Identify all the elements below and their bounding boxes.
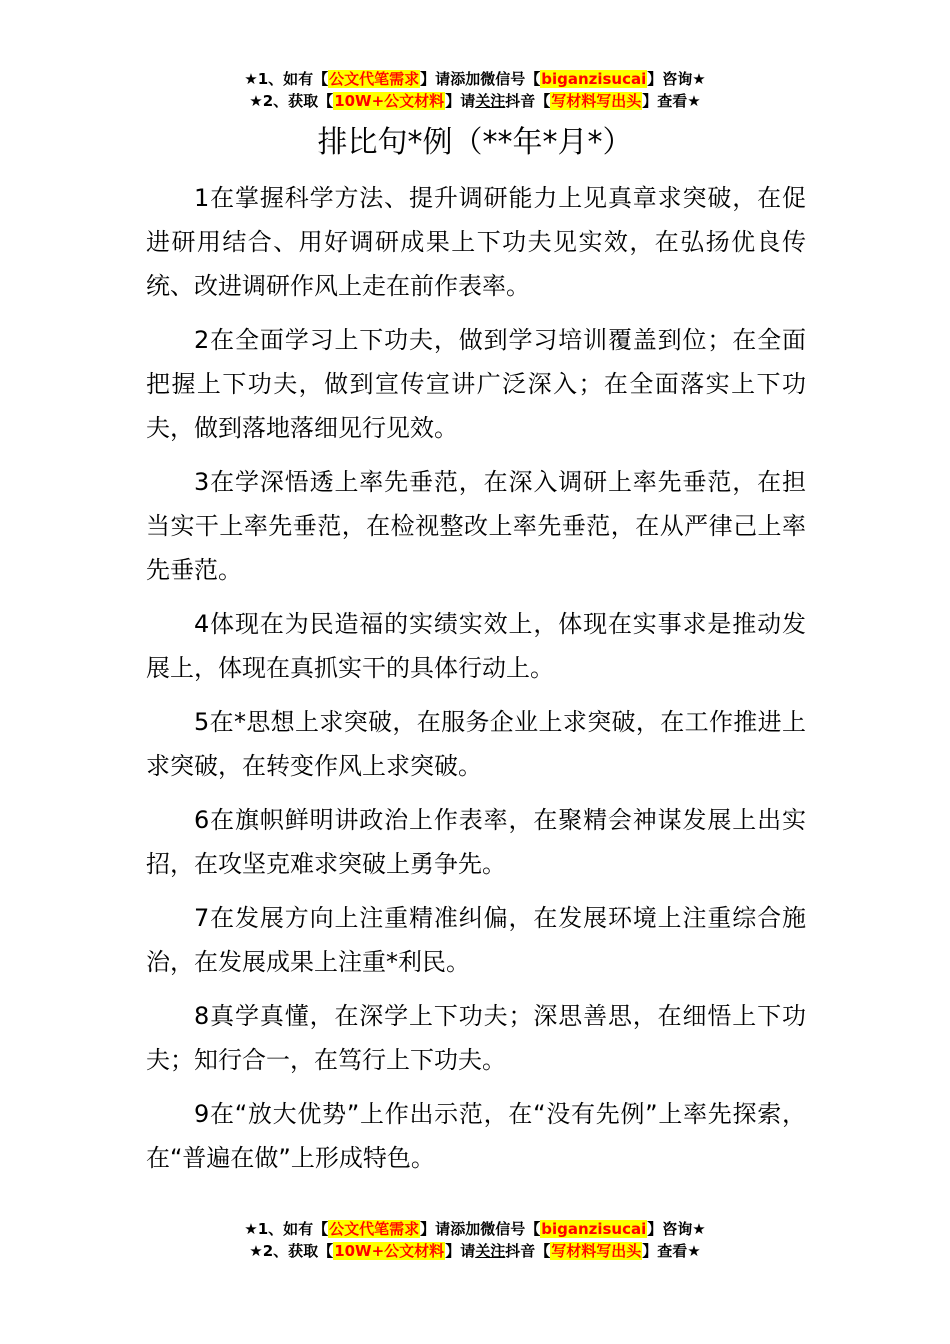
- banner-text: 】查看★: [642, 1242, 701, 1260]
- emphasis-text: 关注: [475, 92, 506, 110]
- emphasis-text: 关注: [475, 1242, 506, 1260]
- highlight-text: biganzisucai: [541, 70, 647, 88]
- banner-line-1: [0, 1218, 950, 1240]
- banner-text: ★2、获取【: [249, 92, 334, 110]
- banner-text: 】请: [420, 1220, 451, 1238]
- highlight-text: 10W+公文材料: [334, 92, 445, 110]
- banner-text: ★2、获取【: [249, 1242, 334, 1260]
- highlight-text: 公文代笔需求: [329, 70, 420, 88]
- banner-line-2: [0, 90, 950, 112]
- banner-text: ★1、如有【: [244, 1220, 329, 1238]
- banner-text: 】请: [420, 70, 451, 88]
- emphasis-text: 添加: [450, 70, 481, 88]
- highlight-text: 10W+公文材料: [334, 1242, 445, 1260]
- highlight-text: 写材料写出头: [551, 1242, 642, 1260]
- banner-line-1: [0, 68, 950, 90]
- paragraph-5: 5在*思想上求突破，在服务企业上求突破，在工作推进上求突破，在转变作风上求突破。: [146, 708, 806, 780]
- header-banner: [0, 68, 950, 112]
- banner-text: 微信号【: [480, 70, 541, 88]
- paragraph-9: 9在“放大优势”上作出示范，在“没有先例”上率先探索，在“普遍在做”上形成特色。: [146, 1100, 806, 1172]
- paragraph-6: 6在旗帜鲜明讲政治上作表率，在聚精会神谋发展上出实招，在攻坚克难求突破上勇争先。: [146, 806, 806, 878]
- emphasis-text: 添加: [450, 1220, 481, 1238]
- paragraph-3: 3在学深悟透上率先垂范，在深入调研上率先垂范，在担当实干上率先垂范，在检视整改上率先垂范，在从严律己上率先垂范。: [146, 468, 806, 584]
- banner-text: 】咨询★: [647, 1220, 706, 1238]
- paragraph-2: 2在全面学习上下功夫，做到学习培训覆盖到位；在全面把握上下功夫，做到宣传宣讲广泛深入；在全面落实上下功夫，做到落地落细见行见效。: [146, 326, 806, 442]
- paragraph-8: 8真学真懂，在深学上下功夫；深思善思，在细悟上下功夫；知行合一，在笃行上下功夫。: [146, 1002, 806, 1074]
- banner-text: 】查看★: [642, 92, 701, 110]
- banner-line-2: [0, 1240, 950, 1262]
- highlight-text: 写材料写出头: [551, 92, 642, 110]
- banner-text: 】请: [445, 92, 476, 110]
- paragraph-4: 4体现在为民造福的实绩实效上，体现在实事求是推动发展上，体现在真抓实干的具体行动上。: [146, 610, 806, 682]
- banner-text: ★1、如有【: [244, 70, 329, 88]
- highlight-text: 公文代笔需求: [329, 1220, 420, 1238]
- page-title: 排比句*例（**年*月*）: [317, 125, 633, 160]
- paragraph-7: 7在发展方向上注重精准纠偏，在发展环境上注重综合施治，在发展成果上注重*利民。: [146, 904, 806, 976]
- banner-text: 抖音【: [505, 92, 551, 110]
- banner-text: 微信号【: [480, 1220, 541, 1238]
- banner-text: 】咨询★: [647, 70, 706, 88]
- footer-banner: [0, 1218, 950, 1262]
- banner-text: 抖音【: [505, 1242, 551, 1260]
- banner-text: 】请: [445, 1242, 476, 1260]
- document-body: [146, 176, 806, 1190]
- highlight-text: biganzisucai: [541, 1220, 647, 1238]
- paragraph-1: 1在掌握科学方法、提升调研能力上见真章求突破，在促进研用结合、用好调研成果上下功夫见实效，在弘扬优良传统、改进调研作风上走在前作表率。: [146, 184, 806, 300]
